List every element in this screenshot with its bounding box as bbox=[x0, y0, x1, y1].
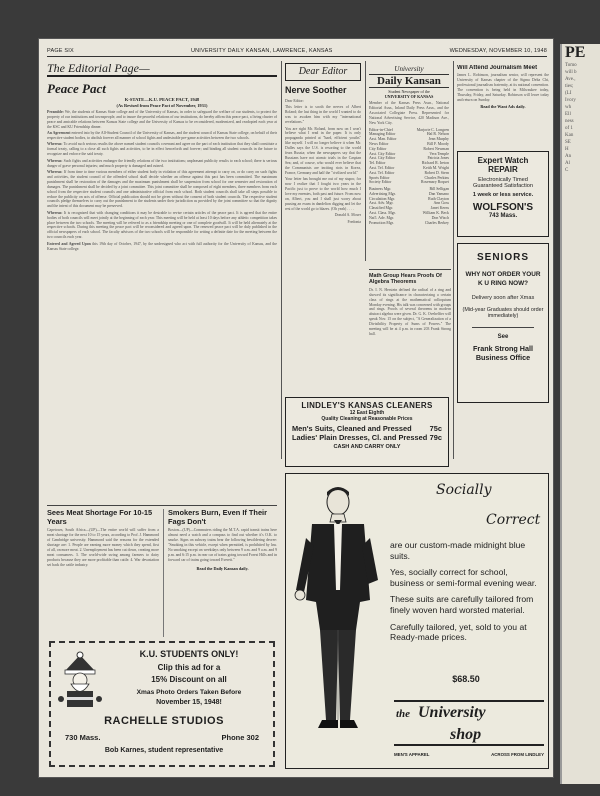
journalism-headline: Will Attend Journalism Meet bbox=[457, 65, 538, 71]
preamble-lead: Preamble: bbox=[47, 110, 64, 114]
staff-person: Marjorie C. Longren bbox=[416, 127, 449, 132]
adjacent-line: ties; bbox=[565, 84, 574, 89]
shop-footer-right: ACROSS FROM LINDLEY bbox=[491, 752, 544, 757]
math-body: Dr. I. N. Herstein defined the radical of a ring and showed its significance in characterizing a certain class of rings at the mathematical colloquium Monday evening. His talk was concerned with groups and rings. Proofs of several theorems in modern abstract algebra were given. Dr. G. K. Ovehelfier will speak Nov. 15 on the subject, "A Generalization of a Divisibility Property of Sums of Powers." The meeting will be at 4 p.m. in room 203 Frank Strong hall. bbox=[369, 287, 451, 336]
column-rule bbox=[453, 61, 454, 459]
masthead-sub1: Student Newspaper of the bbox=[388, 89, 430, 94]
staff-role: City Editor bbox=[369, 146, 387, 151]
staff-role: Sports Editor bbox=[369, 175, 390, 180]
staff-role: Asst. Adv. Mgr. bbox=[369, 201, 394, 206]
wolfson-line3: Electronically Timed bbox=[478, 177, 528, 183]
paper-name: UNIVERSITY DAILY KANSAN, LAWRENCE, KANSAS bbox=[190, 47, 333, 54]
shop-copy2: Yes, socially correct for school, business or semi-formal evening wear. bbox=[390, 567, 537, 588]
santa-icon bbox=[57, 651, 103, 711]
adjacent-line: Tomo bbox=[565, 63, 577, 68]
shop-ad bbox=[285, 473, 549, 769]
staff-person: Vera Temple bbox=[429, 151, 449, 156]
adjacent-line: H bbox=[565, 147, 569, 152]
newspaper-page bbox=[38, 38, 554, 778]
staff-person: Dan Yamano bbox=[428, 191, 449, 196]
staff-person: William K. Beck bbox=[422, 211, 449, 216]
staff-list bbox=[369, 128, 449, 186]
staff-person: Robert D. Stern bbox=[424, 170, 449, 175]
shop-copy1: are our custom-made midnight blue suits. bbox=[390, 540, 526, 561]
adjacent-line: Ell bbox=[565, 112, 571, 117]
studio-rep: Bob Karnes, student representative bbox=[104, 747, 224, 754]
agreement-text: entered into by the All-Student Council of the University of Kansas, and the student council of Kansas State college, on behalf of their respective student bodies, to abolish forever all manner of school fights and undesirable pre-game activities between the two schools. bbox=[47, 131, 277, 141]
entered-text: this 19th day of October, 1947, by the undersigned who act with full authority for the University of Kansas, and the Kansas State college. bbox=[47, 241, 277, 251]
letter-paragraph: This letter is to sooth the nerves of Albert Roland; the last thing in the world I wanted to do was to awaken him with my "international revelations." bbox=[285, 105, 361, 125]
staff-person: Rosemary Roquet bbox=[421, 180, 449, 185]
staff-role: Circulation Mgr. bbox=[369, 196, 395, 201]
masthead-sub2: UNIVERSITY OF KANSAS bbox=[384, 94, 434, 99]
staff-role: Promotion Mgr. bbox=[369, 220, 394, 225]
wolfson-line2: REPAIR bbox=[488, 165, 518, 174]
adjacent-line: C bbox=[565, 168, 569, 173]
whereas-text: Such fights and activities endanger the friendly relations of the two institutions; unpleasant publicity results to each school; there is serious danger of grave personal injuries; and much property is damaged and ruined. bbox=[47, 158, 277, 168]
math-headline: Math Group Hears Proofs Of Algebra Theorems bbox=[369, 273, 442, 286]
studio-name: RACHELLE STUDIOS bbox=[104, 715, 224, 727]
adjacent-page-strip bbox=[560, 44, 600, 784]
cleaners-name: LINDLEY'S KANSAS CLEANERS bbox=[301, 401, 433, 410]
journalism-tag: Read the Want Ads daily. bbox=[480, 104, 526, 110]
letter-body bbox=[285, 99, 361, 389]
letter-signature: Donald A. Moser bbox=[334, 213, 361, 218]
adjacent-line: Ivory bbox=[565, 98, 576, 103]
divider bbox=[472, 327, 534, 328]
shop-logo bbox=[394, 700, 544, 746]
seniors-line2: K U RING NOW? bbox=[477, 280, 529, 287]
page-number: PAGE SIX bbox=[47, 47, 74, 54]
man-in-suit-illustration bbox=[290, 480, 386, 750]
staff-person: Ruth Clayton bbox=[428, 196, 449, 201]
whereas-text: It is recognized that with changing conditions it may be desirable to revise certain articles of the peace pact. It is agreed that the entire bodies of both councils will meet jointly at the beginning of each year. This meeting will be held at least 10 days before any athletic competition takes place between the two schools. The meeting will be referred to as a friendship meeting or one of complete goodwill. It will be held alternately at the respective schools. During this meeting the peace pact will be reconsidered and agreed upon. The renewed peace pact will be duly published in the official newspapers of each school. The faculty advisors of the two schools will be responsible for setting a definite date for the meeting between the two councils each year. bbox=[47, 210, 277, 240]
staff-role: Nat'l. Adv. Mgr. bbox=[369, 215, 394, 220]
divider bbox=[369, 269, 451, 270]
peace-pact-subtitle: K-STATE—K.U. PEACE PACT, 1948 bbox=[124, 97, 200, 102]
seniors-place: Frank Strong Hall bbox=[473, 344, 533, 353]
staff-role: Editor-in-Chief bbox=[369, 127, 393, 132]
staff-person: Jean Murphy bbox=[428, 137, 449, 142]
staff-person: Don Wisch bbox=[431, 215, 449, 220]
seniors-see: See bbox=[497, 334, 509, 340]
shop-copy bbox=[390, 540, 540, 643]
wolfson-line1: Expert Watch bbox=[477, 156, 529, 165]
shop-logo-the: the bbox=[396, 708, 411, 720]
whereas-lead: Whereas: bbox=[47, 210, 63, 215]
studio-line4: November 15, 1948! bbox=[156, 699, 222, 706]
letter-signature-town: Fredonia bbox=[347, 219, 361, 224]
smokers-story bbox=[163, 509, 277, 637]
staff-role: News Editor bbox=[369, 141, 389, 146]
page-header bbox=[47, 45, 547, 57]
masthead-univ: University bbox=[394, 65, 424, 73]
staff-role: Asst. City Editor bbox=[369, 151, 396, 156]
divider bbox=[47, 505, 277, 506]
peace-pact-title: Peace Pact bbox=[47, 81, 106, 96]
whereas-lead: Whereas: bbox=[47, 142, 63, 147]
staff-role: Asst. Man. Editor bbox=[369, 137, 397, 142]
letter-salutation: Dear Editor: bbox=[285, 99, 304, 103]
staff-person: Bill F. Moody bbox=[427, 141, 449, 146]
letter-paragraph: You are right Mr. Roland, from now on I won't believe what I read in the paper. It is only propaganda printed at "hard, efficient youths" like myself. I will no longer believe it when Mr. Dulles says the U.S. is resorting to the world fears Russia; when the newspapers say that the Russians have not atomic trials in the Caspian Sea; and, of course, who would ever believe that the Communists are inciting riots in Korea, France, Germany and half the "civilized world." bbox=[285, 126, 361, 175]
staff-role: Asst. City Editor bbox=[369, 156, 396, 161]
seniors-ad bbox=[457, 243, 549, 403]
meat-story bbox=[47, 509, 159, 629]
staff-person: Richard R. Ireton bbox=[421, 161, 449, 166]
adjacent-line: will b bbox=[565, 70, 577, 75]
staff-role: Society Editor bbox=[369, 180, 392, 185]
studio-heading: K.U. STUDENTS ONLY! bbox=[139, 649, 239, 659]
shop-footer-left: MEN'S APPAREL bbox=[394, 752, 430, 757]
whereas-lead: Whereas: bbox=[47, 169, 63, 174]
cleaners-line1: Men's Suits, Cleaned and Pressed bbox=[292, 424, 412, 433]
staff-person: Ann Goss bbox=[433, 201, 449, 206]
studio-address: 730 Mass. bbox=[65, 733, 101, 742]
adjacent-line: (LI bbox=[565, 91, 572, 96]
staff-row bbox=[369, 221, 449, 226]
dear-editor-banner: Dear Editor bbox=[285, 63, 361, 81]
letter-title: Nerve Soother bbox=[285, 85, 347, 95]
adjacent-line: SE bbox=[565, 140, 571, 145]
seniors-heading: SENIORS bbox=[476, 252, 529, 263]
staff-row bbox=[369, 180, 449, 185]
shop-copy3: These suits are carefully tailored from finely woven hard worsted material. bbox=[390, 594, 534, 615]
staff-person: Janet Kerns bbox=[430, 206, 449, 211]
studio-ad bbox=[49, 641, 275, 767]
cleaners-ad bbox=[285, 397, 449, 467]
shop-script1: Socially bbox=[436, 482, 492, 498]
staff-role: Asst. Tel. Editor bbox=[369, 165, 395, 170]
staff-person: Bill Selligan bbox=[429, 187, 449, 192]
adjacent-line: An bbox=[565, 154, 572, 159]
adjacent-line: ness bbox=[565, 119, 574, 124]
editorial-page-title: The Editorial Page— bbox=[47, 61, 277, 77]
adjacent-line: Ave., bbox=[565, 77, 576, 82]
adjacent-line: Kan bbox=[565, 133, 574, 138]
shop-script2: Correct bbox=[486, 512, 541, 528]
staff-person: Hal R. Nelson bbox=[426, 132, 449, 137]
cleaners-price1: 75c bbox=[429, 424, 442, 433]
meat-body: Capetown, South Africa—(UP)—The entire world will suffer from a meat shortage for the next 10 to 15 years, according to Prof. J. Hammond of Cambridge university. Hammond said the reasons for the extended shortage are: 1. People are earning more money which they spend, first of all, on more meat. 2. Unemployment has been cut down, creating more meat consumers. 3. The world-wide swing among farmers to dairy products because they are more profitable than cattle. 4. War devastation set back the cattle industry. bbox=[47, 528, 159, 567]
masthead-member: Member of the Kansas Press Assn., National Editorial Assn., Inland Daily Press Assn., and the Associated Collegiate Press. Represented for National Advertising Service, 420 Madison Ave., New York City. bbox=[369, 101, 449, 125]
wolfson-line4: Guaranteed Satisfaction bbox=[472, 183, 533, 189]
wolfson-line5: 1 week or less service. bbox=[472, 192, 534, 198]
shop-footer bbox=[394, 752, 544, 757]
staff-role: Asst. Class. Mgr. bbox=[369, 211, 396, 216]
journalism-story bbox=[457, 65, 549, 151]
whereas-lead: Whereas: bbox=[47, 158, 63, 163]
column-rule bbox=[281, 61, 282, 459]
shop-logo-name: University bbox=[418, 704, 486, 721]
agreement-lead: An Agreement bbox=[47, 131, 71, 136]
seniors-line3: Delivery soon after Xmas bbox=[471, 295, 535, 301]
staff-person: Patricia Jones bbox=[427, 156, 449, 161]
business-staff-list bbox=[369, 187, 449, 225]
peace-pact-body bbox=[47, 110, 277, 500]
staff-role: Managing Editor bbox=[369, 132, 396, 137]
staff-person: Keith M. Wright bbox=[423, 165, 449, 170]
studio-line1: Clip this ad for a bbox=[157, 663, 221, 672]
cleaners-line2: Ladies' Plain Dresses, Cl. and Pressed bbox=[292, 433, 428, 442]
adjacent-line: wh bbox=[565, 105, 572, 110]
whereas-text: If from time to time various members of either student body in violation of this agreement attempt to carry on, or do carry on such fights and activities, the student council of the offended school shall decide whether an offense against this pact has been committed. The maximum punishment shall be restoration of the damages and the maximum punishment shall be suspension from school for one semester and restoration of damages. The punishment shall be decided by a joint committee. This joint committee shall be composed of eight members, three members from each school from the respective student councils and one administrative official from each school. Both student councils shall take all steps possible to reduce the publicity on acts of offense. Official publication should not be given without the consent of both student councils. The respective student councils pledge themselves to carry out the punishment to the students under their jurisdiction as provided by the joint committee so that the dignity and the intent of this document may be preserved. bbox=[47, 169, 277, 209]
staff-person: Robert Newman bbox=[423, 146, 449, 151]
entered-lead: Entered and Agreed Upon bbox=[47, 241, 91, 246]
shop-logo-shop: shop bbox=[450, 726, 482, 743]
staff-person: Charles Perkins bbox=[424, 175, 449, 180]
studio-line2: 15% Discount on all bbox=[151, 675, 227, 684]
masthead-name: Daily Kansan bbox=[369, 74, 449, 88]
math-story bbox=[369, 273, 451, 391]
smokers-body: Boston—(UP)—Commuters riding the M.T.A. rapid transit trains here almost need a watch and a compass to find out whether it's O.K. to smoke. Signs on subway trains bear the following bewildering decree: "Smoking in this vehicle, except when permitted, is prohibited by law. No smoking except on weekdays only between 9 a.m. and 9 a.m. and 9 p.m. and 6:15 p.m. in rear car of trains going toward Forest Hills and in forward car of trains going toward Everett." bbox=[168, 528, 277, 562]
issue-date: WEDNESDAY, NOVEMBER 10, 1948 bbox=[449, 47, 547, 54]
studio-line3: Xmas Photo Orders Taken Before bbox=[136, 689, 242, 696]
shop-copy4: Carefully tailored, yet, sold to you at Ready-made prices. bbox=[390, 621, 527, 643]
wolfson-store: WOLFSON'S bbox=[472, 202, 534, 213]
cleaners-address: 12 East Eighth bbox=[349, 410, 385, 416]
staff-role: Business Mgr. bbox=[369, 187, 392, 192]
smokers-headline: Smokers Burn, Even If Their Fags Don't bbox=[168, 509, 267, 526]
staff-person: Charles Berkey bbox=[424, 220, 449, 225]
cleaners-footer: CASH AND CARRY ONLY bbox=[333, 444, 401, 450]
cleaners-tagline: Quality Cleaning at Reasonable Prices bbox=[321, 416, 413, 422]
column-rule bbox=[365, 61, 366, 261]
staff-role: Advertising Mgr. bbox=[369, 191, 396, 196]
seniors-office: Business Office bbox=[475, 353, 531, 362]
staff-role: Tel. Editor bbox=[369, 161, 386, 166]
wolfson-address: 743 Mass. bbox=[488, 213, 518, 219]
journalism-body: James L. Robinson, journalism senior, will represent the University of Kansas chapter of the Sigma Delta Chi, professional journalism fraternity, at its national convention. The convention is being held in Milwaukee today, Thursday, Friday, and Saturday. Robinson will leave today and return on Sunday. bbox=[457, 73, 549, 102]
whereas-text: To avoid such serious results the above named student councils covenant and agree on the part of each institution that they shall constitute a formal treaty, calling to a close all such fights and activities, to be in effect henceforth and forever; and binding all student councils in the future to recognize and enforce the said treaty. bbox=[47, 142, 277, 157]
staff-role: Classified Mgr. bbox=[369, 206, 393, 211]
shop-price: $68.50 bbox=[452, 674, 480, 684]
wolfson-ad bbox=[457, 151, 549, 237]
masthead bbox=[369, 65, 449, 263]
studio-phone: Phone 302 bbox=[221, 733, 259, 742]
peace-pact-revised: (As Revised from Peace Pact of November, 1931) bbox=[116, 103, 208, 108]
adjacent-page-heading: PE bbox=[565, 44, 586, 61]
seniors-line1: WHY NOT ORDER YOUR bbox=[465, 271, 541, 278]
letter-paragraph: Your letter has brought me out of my stupor, for now I realize that I fought two years in the Pacific just to prove to the world how much I love my enemies, both past and future. From now on, Albert, you and I shall just worry about passing an exam in dandelion digging and let the rest of the world go to blazes. (Oh yeah) . . . . bbox=[285, 177, 361, 211]
staff-role: Asst. Tel. Editor bbox=[369, 170, 395, 175]
cleaners-price2: 79c bbox=[429, 433, 442, 442]
adjacent-line: of 1 bbox=[565, 126, 573, 131]
meat-headline: Sees Meat Shortage For 10-15 Years bbox=[47, 509, 153, 526]
preamble-text: We, the students of Kansas State college and of the University of Kansas, in order to safeguard the welfare of our students, to protect the property of our institutions and townspeople, and to insure the peaceful relations of our institutions, do hereby affirm this peace pact, a living charter of peace and amicable relations between Kansas State college and the University of Kansas to be reconsidered, modernized, and readopted each year at the KSC and KU Friendship dinner. bbox=[47, 110, 277, 129]
seniors-line4: (Mid-year Graduates should order immediately) bbox=[462, 307, 544, 319]
smokers-tag: Read the Daily Kansan daily. bbox=[196, 565, 249, 571]
adjacent-line: Al bbox=[565, 161, 570, 166]
